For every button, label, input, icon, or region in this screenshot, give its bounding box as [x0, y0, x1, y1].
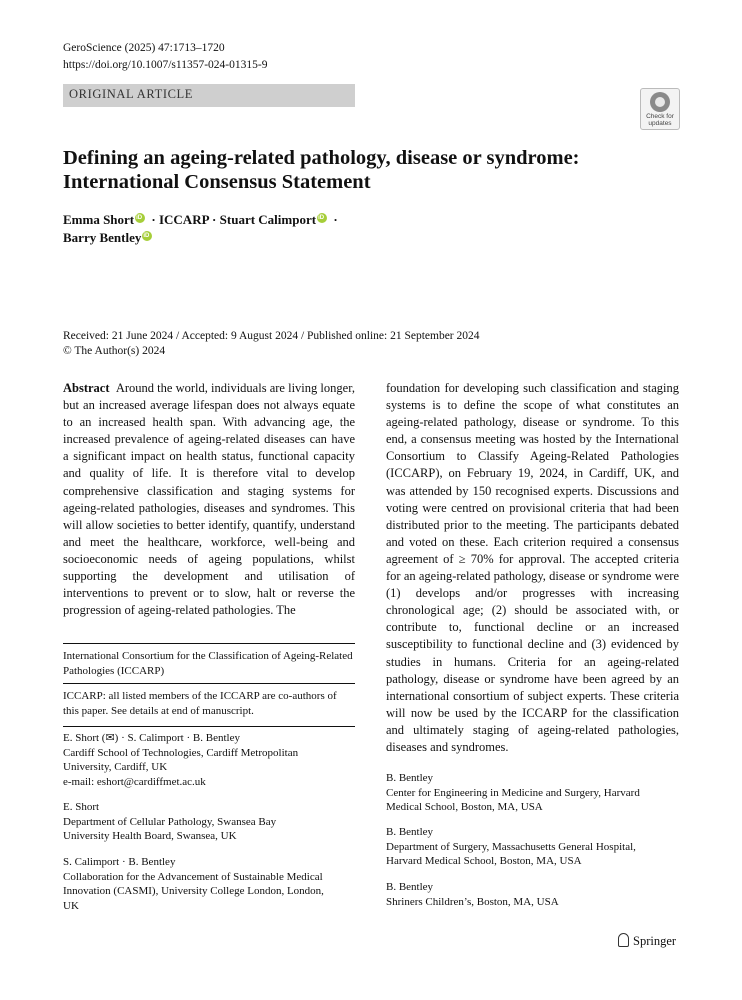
- springer-horse-icon: [618, 933, 629, 947]
- affiliation-names: B. Bentley: [386, 826, 434, 838]
- copyright: © The Author(s) 2024: [63, 345, 166, 357]
- affiliation-block: [386, 880, 679, 909]
- footnote-divider: [63, 643, 355, 644]
- doi-link[interactable]: https://doi.org/10.1007/s11357-024-01315-9: [63, 59, 268, 71]
- affiliation-line: Department of Cellular Pathology, Swansea Bay: [63, 815, 277, 828]
- affiliation-email[interactable]: e-mail: eshort@cardiffmet.ac.uk: [63, 775, 206, 788]
- affiliation-names: S. Calimport · B. Bentley: [63, 856, 176, 868]
- affiliation-line: Shriners Children’s, Boston, MA, USA: [386, 895, 559, 908]
- check-for-updates-badge[interactable]: [640, 88, 680, 130]
- author-separator: · ICCARP ·: [148, 212, 220, 227]
- check-updates-line2: updates: [648, 120, 672, 127]
- check-updates-icon: [650, 92, 670, 112]
- affiliation-line: Center for Engineering in Medicine and Surgery, Harvard: [386, 786, 640, 799]
- article-title: Defining an ageing-related pathology, disease or syndrome: International Consensus Statement: [63, 147, 580, 193]
- affiliation-line: Collaboration for the Advancement of Sustainable Medical: [63, 870, 323, 883]
- footnote-divider: [63, 683, 355, 684]
- check-updates-line1: Check for: [646, 113, 674, 120]
- abstract-text-right: foundation for developing such classification and staging systems is to define the scope of what constitutes an ageing-related pathology, disease or syndrome. To this end, a consensus meeting was hosted by the International Consortium to Classify Ageing-Related Pathologies (ICCARP), on February 19, 2024, in Cardiff, UK, and was attended by 150 recognised experts. Discussions and voting were centred on provisional criteria that had been distributed prior to the meeting. The participants debated and voted on these. Each criterion required a consensus agreement of ≥ 70% for approval. The accepted criteria for an ageing-related pathology, disease or syndrome were (1) develops and/or progresses with increasing chronological age; (2) should be associated with, or contribute to, functional decline or an increased susceptibility to functional decline and (3) evidenced by studies in humans. Criteria for an ageing-related pathology, disease or syndrome have been agreed by an international consortium of subject experts. These criteria will now be used by the ICCARP for the classification and ultimately staging of ageing-related pathologies, diseases and syndromes.: [386, 381, 679, 754]
- abstract-label: Abstract: [63, 381, 110, 395]
- affiliation-block: [63, 855, 356, 913]
- author-list: [63, 211, 463, 247]
- journal-header: [63, 40, 267, 74]
- author-name[interactable]: Stuart Calimport: [219, 212, 317, 227]
- affiliation-block: [386, 825, 679, 869]
- affiliation-names: B. Bentley: [386, 881, 434, 893]
- affiliation-line: University Health Board, Swansea, UK: [63, 830, 237, 842]
- publisher-logo: [618, 933, 676, 949]
- iccarp-note: ICCARP: all listed members of the ICCARP are co-authors of this paper. See details at end of manuscript.: [63, 690, 337, 717]
- author-name[interactable]: Emma Short: [63, 212, 135, 227]
- article-type-label: ORIGINAL ARTICLE: [69, 87, 193, 101]
- publisher-name: Springer: [633, 934, 677, 948]
- abstract-text-left: Around the world, individuals are living longer, but an increased average lifespan does not always equate to an increased health span. With advancing age, the increased prevalence of ageing-related diseases can have a significant impact on health status, functional capacity and quality of life. It is therefore vital to develop comprehensive classification and staging systems for ageing-related pathologies, diseases and syndromes. This will allow societies to better identify, quantify, understand and meet the healthcare, workforce, well-being and socioeconomic needs of ageing populations, whilst supporting the development and utilisation of interventions to prevent or to slow, halt or reverse the progression of ageing-related pathologies. The: [63, 381, 355, 618]
- affiliation-block: [63, 731, 356, 789]
- history-dates: Received: 21 June 2024 / Accepted: 9 August 2024 / Published online: 21 September 2024: [63, 330, 480, 342]
- affiliation-line: University, Cardiff, UK: [63, 761, 168, 773]
- affiliation-names: E. Short (✉) · S. Calimport · B. Bentley: [63, 732, 240, 744]
- consortium-note: International Consortium for the Classification of Ageing-Related Pathologies (ICCARP): [63, 650, 353, 677]
- affiliation-block: [63, 800, 356, 844]
- publication-dates: [63, 329, 683, 359]
- article-type-banner: [63, 84, 355, 107]
- author-separator: ·: [330, 212, 338, 227]
- affiliation-line: UK: [63, 899, 79, 912]
- affiliation-line: Cardiff School of Technologies, Cardiff Metropolitan: [63, 746, 299, 759]
- affiliation-names: E. Short: [63, 801, 100, 813]
- footnote-divider: [63, 726, 355, 727]
- affiliation-line: Harvard Medical School, Boston, MA, USA: [386, 855, 582, 867]
- affiliation-block: [386, 771, 679, 815]
- abstract-right-column: [386, 380, 679, 756]
- abstract-left-column: [63, 380, 355, 619]
- orcid-icon[interactable]: [135, 213, 145, 223]
- affiliation-line: Department of Surgery, Massachusetts General Hospital,: [386, 840, 636, 853]
- affiliation-line: Medical School, Boston, MA, USA: [386, 801, 543, 813]
- journal-citation: GeroScience (2025) 47:1713–1720: [63, 42, 225, 54]
- orcid-icon[interactable]: [142, 231, 152, 241]
- orcid-icon[interactable]: [317, 213, 327, 223]
- author-name[interactable]: Barry Bentley: [63, 230, 142, 245]
- affiliation-line: Innovation (CASMI), University College London, London,: [63, 885, 324, 897]
- affiliation-names: B. Bentley: [386, 772, 434, 784]
